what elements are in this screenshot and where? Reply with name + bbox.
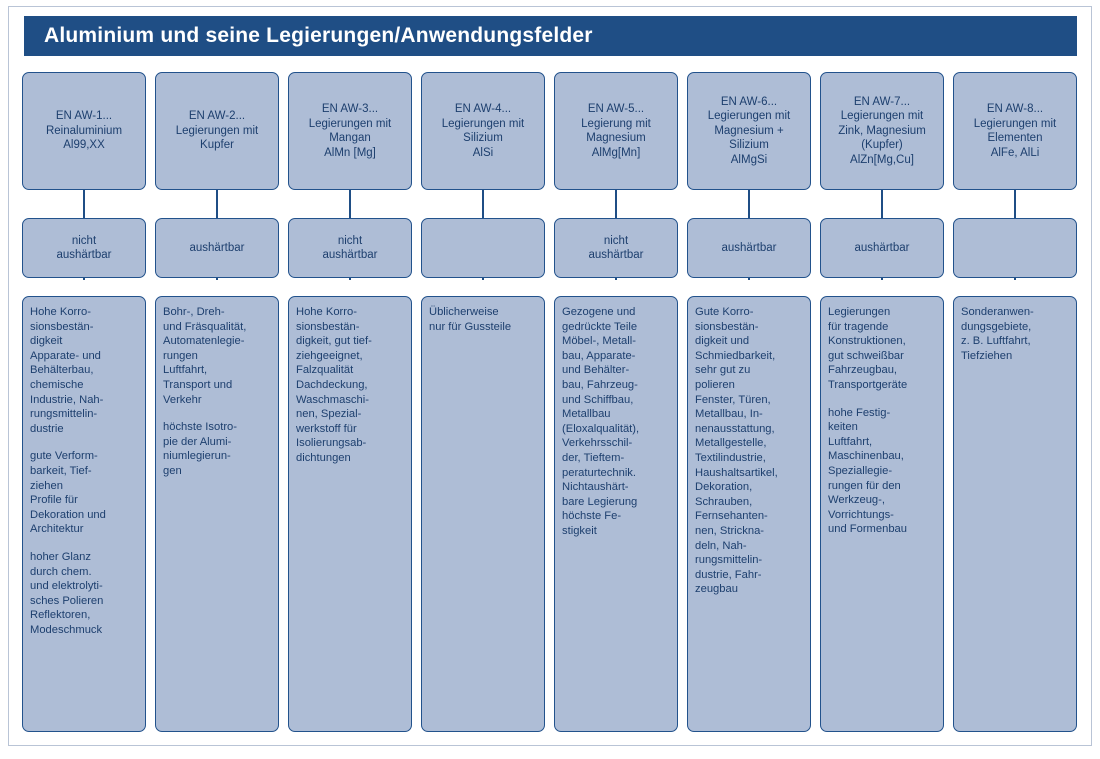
application-description-box[interactable] xyxy=(288,296,412,732)
hardenability-box[interactable] xyxy=(687,218,811,278)
application-description-box[interactable] xyxy=(554,296,678,732)
application-paragraph: Gezogene und gedrückte Teile Möbel-, Metall- bau, Apparate- und Behälter- bau, Fahrzeug- und Schiffbau, Metallbau (Eloxalqualität), Verkehrsschil- der, Tieftem- peraturtechnik. Nichtaushärt- bare Legierung höchste Fe- stigkeit xyxy=(562,306,640,537)
alloy-group-header-box[interactable] xyxy=(288,72,412,190)
alloy-group-header-text: EN AW-2... Legierungen mit Kupfer xyxy=(175,110,259,152)
diagram-columns xyxy=(22,72,1078,732)
page-title: Aluminium und seine Legierungen/Anwendungsfelder xyxy=(44,24,593,47)
application-description-box[interactable] xyxy=(953,296,1077,732)
hardenability-box[interactable] xyxy=(421,218,545,278)
hardenability-text: nicht aushärtbar xyxy=(56,235,112,261)
application-paragraph: Sonderanwen- dungsgebiete, z. B. Luftfahrt, Tiefziehen xyxy=(961,306,1034,362)
hardenability-text: aushärtbar xyxy=(721,242,777,254)
diagram-column xyxy=(687,72,811,732)
alloy-group-header-box[interactable] xyxy=(687,72,811,190)
alloy-group-header-text: EN AW-6... Legierungen mit Magnesium + Silizium AlMgSi xyxy=(707,95,791,166)
application-paragraph: hoher Glanz durch chem. und elektrolyti- sches Polieren Reflektoren, Modeschmuck xyxy=(30,550,104,636)
application-paragraph: Gute Korro- sionsbestän- digkeit und Schmiedbarkeit, sehr gut zu polieren Fenster, Türen, Metallbau, In- nenausstattung, Metallgestelle, Textilindustrie, Haushaltsartikel, Dekoration, Schrauben, Fernsehanten- nen, Strickna- deln, Nah- rungsmittelin- dustrie, Fahr- zeugbau xyxy=(695,306,778,596)
application-paragraph: Bohr-, Dreh- und Fräsqualität, Automatenlegie- rungen Luftfahrt, Transport und Verkehr xyxy=(163,306,247,406)
diagram-column xyxy=(554,72,678,732)
application-paragraph: Üblicherweise nur für Gussteile xyxy=(429,306,512,333)
alloy-group-header-box[interactable] xyxy=(820,72,944,190)
hardenability-box[interactable] xyxy=(22,218,146,278)
hardenability-box[interactable] xyxy=(820,218,944,278)
application-description-box[interactable] xyxy=(820,296,944,732)
application-paragraph: Hohe Korro- sionsbestän- digkeit, gut tief- ziehgeeignet, Falzqualität Dachdeckung, Waschmaschi- nen, Spezial- werkstoff für Isolierungsab- dichtungen xyxy=(296,306,372,464)
alloy-group-header-box[interactable] xyxy=(155,72,279,190)
application-description-box[interactable] xyxy=(22,296,146,732)
application-description-box[interactable] xyxy=(155,296,279,732)
alloy-group-header-text: EN AW-4... Legierungen mit Silizium AlSi xyxy=(441,103,525,159)
diagram-column xyxy=(953,72,1077,732)
diagram-column xyxy=(22,72,146,732)
alloy-group-header-box[interactable] xyxy=(22,72,146,190)
alloy-group-header-text: EN AW-5... Legierung mit Magnesium AlMg[Mn] xyxy=(581,103,651,159)
alloy-group-header-text: EN AW-8... Legierungen mit Elementen AlFe, AlLi xyxy=(973,103,1057,159)
hardenability-text: nicht aushärtbar xyxy=(588,235,644,261)
hardenability-box[interactable] xyxy=(953,218,1077,278)
diagram-column xyxy=(820,72,944,732)
hardenability-text: aushärtbar xyxy=(189,242,245,254)
diagram-column xyxy=(421,72,545,732)
diagram-column xyxy=(288,72,412,732)
diagram-column xyxy=(155,72,279,732)
hardenability-box[interactable] xyxy=(288,218,412,278)
alloy-group-header-text: EN AW-3... Legierungen mit Mangan AlMn [Mg] xyxy=(308,103,392,159)
hardenability-text: aushärtbar xyxy=(854,242,910,254)
alloy-group-header-box[interactable] xyxy=(421,72,545,190)
alloy-group-header-box[interactable] xyxy=(554,72,678,190)
alloy-group-header-box[interactable] xyxy=(953,72,1077,190)
application-paragraph: gute Verform- barkeit, Tief- ziehen Profile für Dekoration und Architektur xyxy=(30,450,106,536)
application-description-box[interactable] xyxy=(687,296,811,732)
hardenability-box[interactable] xyxy=(155,218,279,278)
hardenability-box[interactable] xyxy=(554,218,678,278)
application-description-box[interactable] xyxy=(421,296,545,732)
alloy-group-header-text: EN AW-7... Legierungen mit Zink, Magnesium (Kupfer) AlZn[Mg,Cu] xyxy=(838,95,926,166)
application-paragraph: Legierungen für tragende Konstruktionen, gut schweißbar Fahrzeugbau, Transportgeräte xyxy=(828,306,908,391)
application-paragraph: höchste Isotro- pie der Alumi- niumlegierun- gen xyxy=(163,421,237,477)
diagram-title-bar xyxy=(24,16,1077,56)
application-paragraph: Hohe Korro- sionsbestän- digkeit Apparate- und Behälterbau, chemische Industrie, Nah- rungsmittelin- dustrie xyxy=(30,306,104,435)
alloy-group-header-text: EN AW-1... Reinaluminium Al99,XX xyxy=(45,110,123,152)
application-paragraph: hohe Festig- keiten Luftfahrt, Maschinenbau, Speziallegie- rungen für den Werkzeug-, Vorrichtungs- und Formenbau xyxy=(828,406,907,536)
hardenability-text: nicht aushärtbar xyxy=(322,235,378,261)
